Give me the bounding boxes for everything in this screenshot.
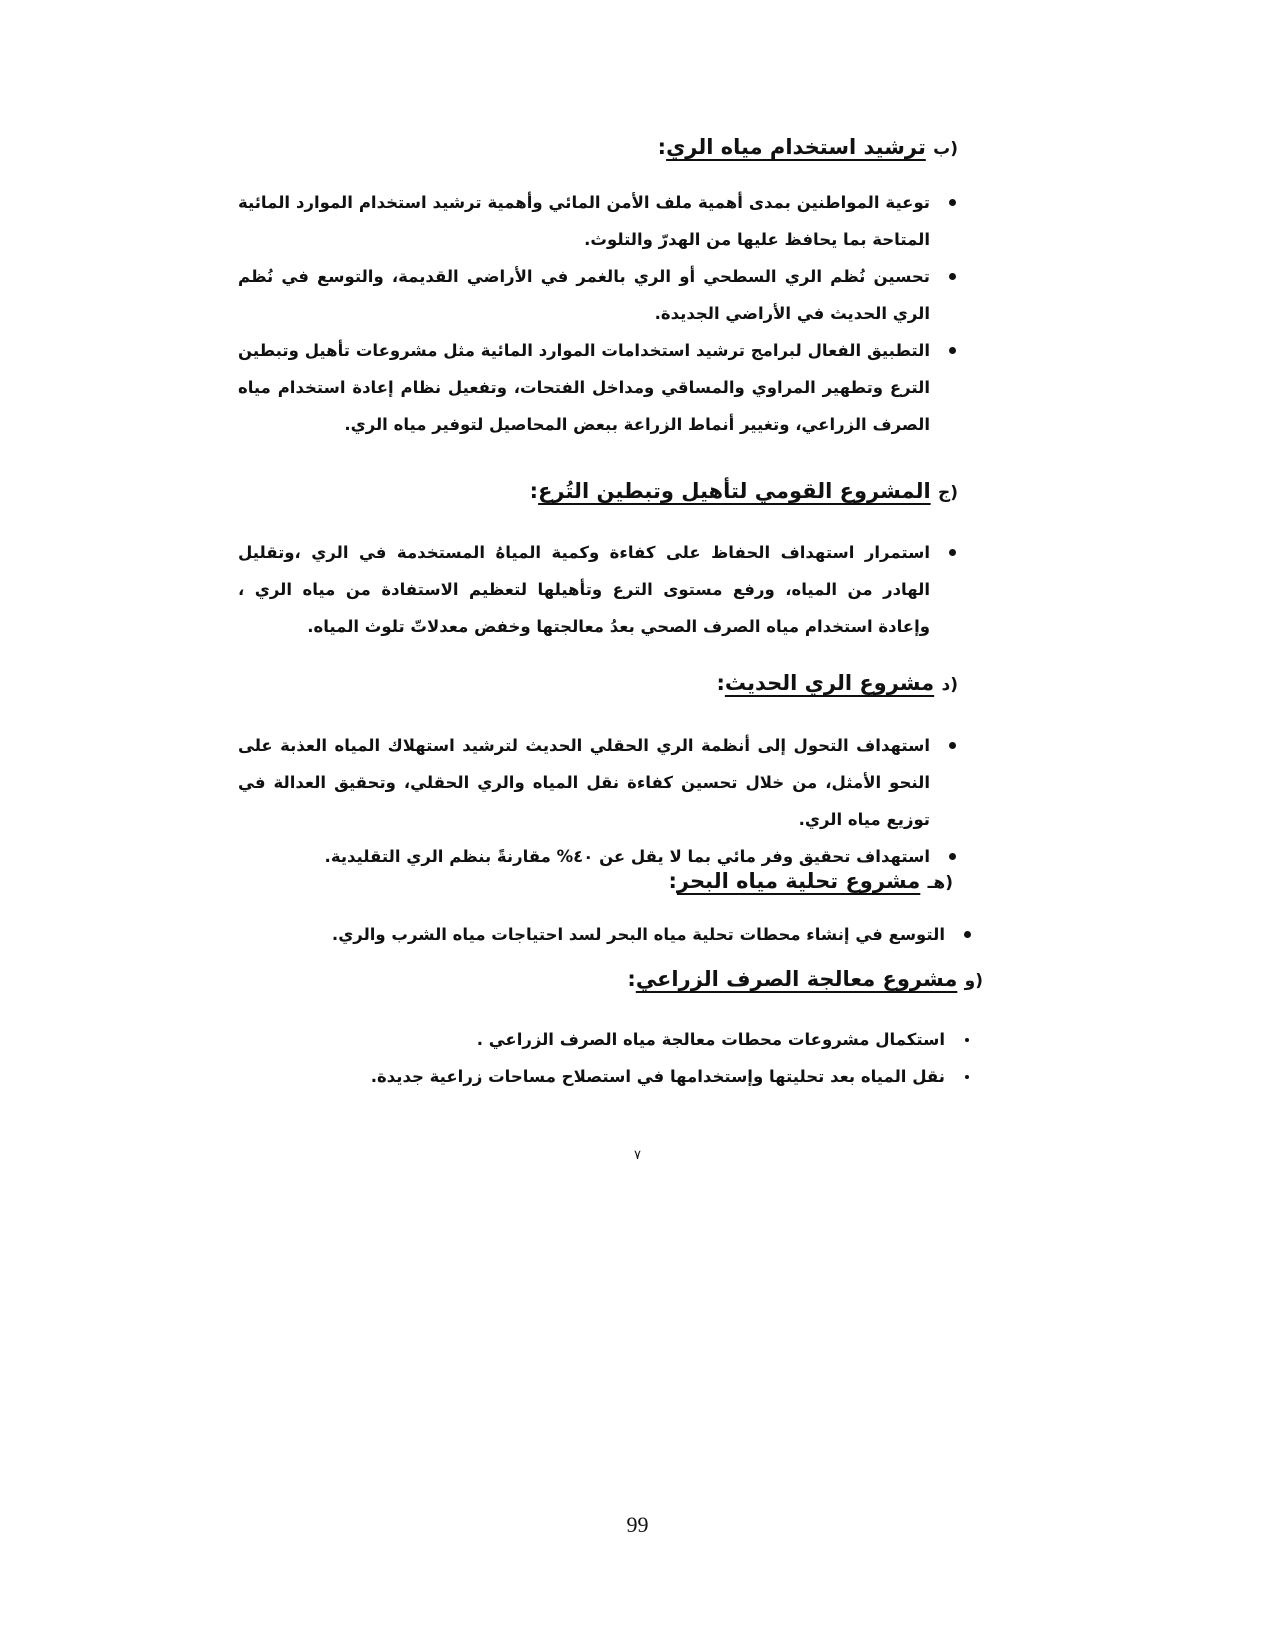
section-marker: (ب [933,139,958,159]
section-marker: (و [964,971,983,991]
section-heading-h [669,869,953,893]
section-title: مشروع تحلية مياه البحر [676,869,921,893]
section-colon: : [668,869,677,893]
section-marker: (هـ [927,873,953,893]
bullet-icon [949,347,956,354]
bullet-icon [949,742,956,749]
list-item: استمرار استهداف الحفاظ على كفاءة وكمية المياهُ المستخدمة في الري ،وتقليل الهادر من المياه، ورفع مستوى الترع وتأهيلها لتعظيم الاستفادة من مياه الري ، وإعادة استخدام مياه الصرف الصحي بعدُ معالجتها وخفض معدلاتّ تلوث المياه. [238,534,958,645]
section-title: مشروع الري الحديث [724,671,935,695]
section-title: ترشيد استخدام مياه الري [666,135,926,159]
section-title: مشروع معالجة الصرف الزراعي [635,967,958,991]
bullet-list-w [293,1021,973,1095]
bullet-icon [964,931,971,938]
list-item: التطبيق الفعال لبرامج ترشيد استخدامات الموارد المائية مثل مشروعات تأهيل وتبطين الترع وتطهير المراوي والمساقي ومداخل الفتحات، وتفعيل نظام إعادة استخدام مياه الصرف الزراعي، وتغيير أنماط الزراعة ببعض المحاصيل لتوفير مياه الري. [238,332,958,443]
section-heading-w [627,967,983,991]
section-colon: : [627,967,636,991]
list-item: استهداف التحول إلى أنظمة الري الحقلي الحديث لترشيد استهلاك المياه العذبة على النحو الأمثل، من خلال تحسين كفاءة نقل المياه والري الحقلي، وتحقيق العدالة في توزيع مياه الري. [238,727,958,838]
list-item: استهداف تحقيق وفر مائي بما لا يقل عن ٤٠% مقارنةً بنظم الري التقليدية. [238,838,958,875]
bullet-list-c [238,534,958,645]
section-marker: (د [941,675,958,695]
section-marker: (ج [937,483,958,503]
section-title: المشروع القومي لتأهيل وتبطين التُرع [538,479,931,503]
bullet-icon [949,199,956,206]
section-colon: : [716,671,725,695]
list-item: استكمال مشروعات محطات معالجة مياه الصرف الزراعي . [293,1021,973,1058]
bullet-list-b [238,184,958,443]
page-number: 99 [626,1512,649,1537]
section-heading-d [716,671,958,695]
bullet-icon [949,853,956,860]
bullet-icon [949,273,956,280]
bullet-icon [965,1038,969,1042]
section-colon: : [529,479,539,503]
list-item: نقل المياه بعد تحليتها وإستخدامها في استصلاح مساحات زراعية جديدة. [293,1058,973,1095]
inner-page-number: ٧ [634,1148,641,1163]
bullet-list-d [238,727,958,875]
bullet-list-h [253,916,973,953]
list-item: التوسع في إنشاء محطات تحلية مياه البحر لسد احتياجات مياه الشرب والري. [253,916,973,953]
section-heading-b [658,135,958,159]
bullet-icon [965,1075,969,1079]
list-item: تحسين نُظم الري السطحي أو الري بالغمر في الأراضي القديمة، والتوسع في نُظم الري الحديث في الأراضي الجديدة. [238,258,958,332]
bullet-icon [949,549,956,556]
list-item: توعية المواطنين بمدى أهمية ملف الأمن المائي وأهمية ترشيد استخدام الموارد المائية المتاحة بما يحافظ عليها من الهدرّ والتلوث. [238,184,958,258]
section-colon: : [657,135,667,159]
section-heading-c [530,479,958,503]
